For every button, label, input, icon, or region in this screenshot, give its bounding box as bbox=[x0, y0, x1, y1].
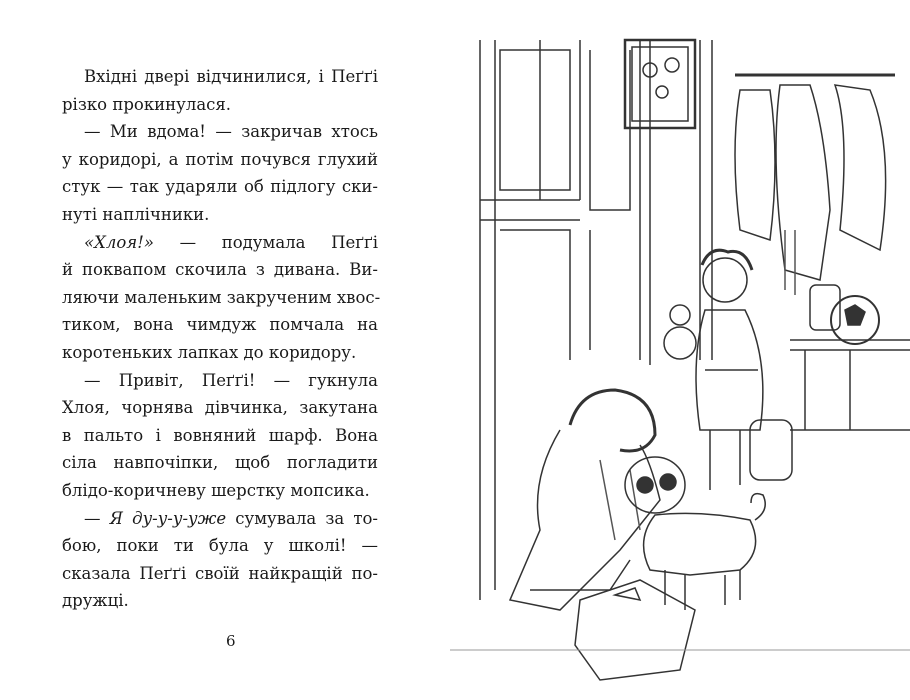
text-line: дружці. bbox=[62, 591, 129, 611]
text-line: бою, поки ти була у школі! — bbox=[62, 536, 378, 556]
italic-text: «Хлоя!» bbox=[84, 232, 154, 252]
text-line: Вхідні двері відчинилися, і Пеґґі bbox=[84, 67, 378, 86]
page-number: 6 bbox=[226, 632, 236, 650]
italic-text: Я ду-у-у-уже bbox=[109, 508, 227, 528]
text-line: нуті наплічники. bbox=[62, 204, 210, 224]
story-text bbox=[62, 63, 381, 615]
text-line: Хлоя, чорнява дівчинка, закутана bbox=[62, 398, 378, 418]
text-line: стук — так ударяли об підлогу ски- bbox=[62, 177, 378, 197]
girl-standing bbox=[664, 250, 792, 490]
door-illustration bbox=[480, 40, 712, 600]
text-line: сіла навпочіпки, щоб погладити bbox=[62, 453, 378, 473]
text-line: блідо-коричневу шерстку мопсика. bbox=[62, 480, 370, 500]
text-span: — bbox=[84, 508, 110, 528]
text-span: сумувала за то- bbox=[226, 508, 378, 528]
text-line: сказала Пеґґі своїй найкращій по- bbox=[62, 563, 378, 583]
text-line bbox=[62, 229, 378, 257]
text-line: тиком, вона чимдуж помчала на bbox=[62, 315, 378, 335]
backpack-on-floor bbox=[575, 580, 695, 680]
text-span: — подумала Пеґґі bbox=[153, 232, 378, 252]
text-line: коротеньких лапках до коридору. bbox=[62, 342, 357, 362]
chloe-crouching bbox=[510, 390, 660, 610]
text-line: в пальто і вовняний шарф. Вона bbox=[62, 425, 378, 445]
text-line: ляючи маленьким закрученим хвос- bbox=[62, 287, 381, 307]
text-line: різко прокинулася. bbox=[62, 94, 232, 114]
text-line: й поквапом скочила з дивана. Ви- bbox=[62, 260, 378, 280]
picture-frame bbox=[625, 40, 695, 128]
text-line bbox=[62, 505, 378, 533]
pug-dog bbox=[625, 457, 765, 610]
coats-on-rack bbox=[735, 75, 895, 295]
text-line: у коридорі, а потім почувся глухий bbox=[62, 149, 378, 169]
text-line: — Ми вдома! — закричав хтось bbox=[84, 122, 378, 142]
text-line: — Привіт, Пеґґі! — гукнула bbox=[84, 370, 378, 390]
illustration bbox=[440, 30, 910, 700]
shoe-cabinet bbox=[790, 285, 910, 430]
